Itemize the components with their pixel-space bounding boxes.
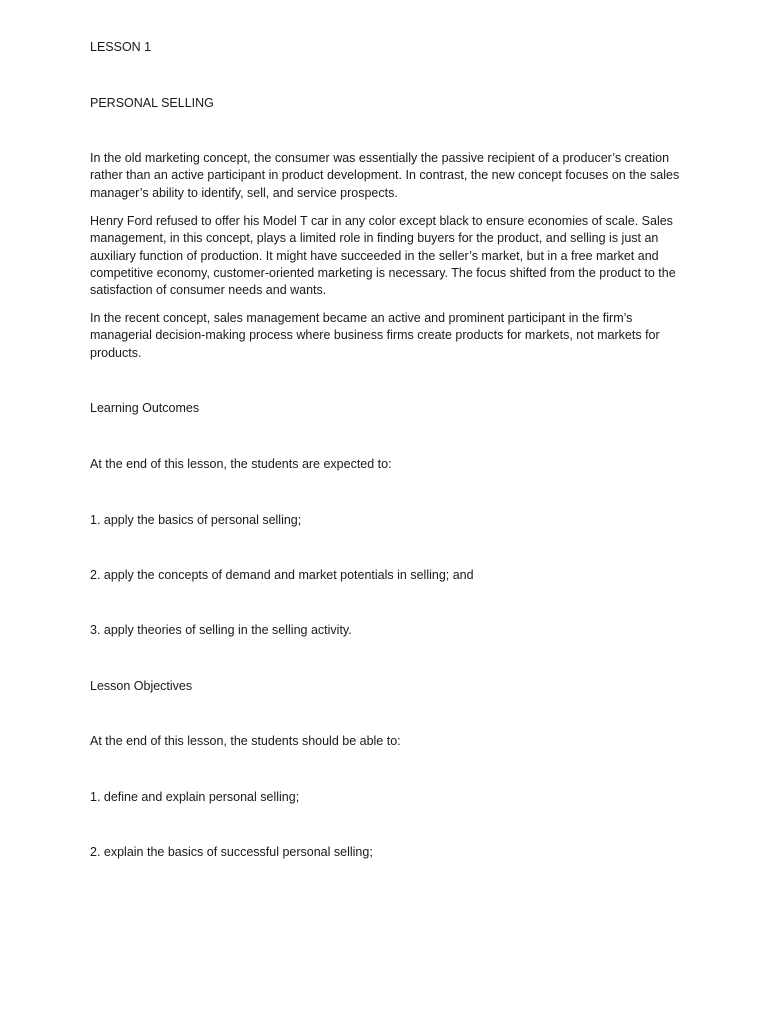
learning-outcome-item-3: 3. apply theories of selling in the selling activity. bbox=[90, 623, 352, 637]
learning-outcomes-heading: Learning Outcomes bbox=[90, 401, 200, 415]
lesson-label: LESSON 1 bbox=[90, 40, 152, 54]
document-title: PERSONAL SELLING bbox=[90, 96, 214, 110]
intro-paragraph-2: Henry Ford refused to offer his Model T car in any color except black to ensure economies of scale. Sales management, in this concept, plays a limited role in finding buyers for the product, and selling is just an auxiliary function of production. It might have succeeded in the seller’s market, but in a free market and competitive economy, customer-oriented marketing is necessary. The focus shifted from the product to the satisfaction of consumer needs and wants. bbox=[90, 214, 676, 298]
learning-outcomes-lead: At the end of this lesson, the students are expected to: bbox=[90, 457, 392, 471]
lesson-objective-item-1: 1. define and explain personal selling; bbox=[90, 790, 300, 804]
intro-paragraph-1: In the old marketing concept, the consumer was essentially the passive recipient of a producer’s creation rather than an active participant in product development. In contrast, the new concept focuses on the sales manager’s ability to identify, sell, and service prospects. bbox=[90, 151, 680, 200]
learning-outcome-item-1: 1. apply the basics of personal selling; bbox=[90, 513, 302, 527]
lesson-objective-item-2: 2. explain the basics of successful personal selling; bbox=[90, 845, 373, 859]
lesson-objectives-heading: Lesson Objectives bbox=[90, 679, 193, 693]
lesson-objectives-lead: At the end of this lesson, the students should be able to: bbox=[90, 734, 401, 748]
learning-outcome-item-2: 2. apply the concepts of demand and market potentials in selling; and bbox=[90, 568, 474, 582]
intro-paragraph-3: In the recent concept, sales management became an active and prominent participant in the firm’s managerial decision-making process where business firms create products for markets, not markets for products. bbox=[90, 311, 660, 360]
